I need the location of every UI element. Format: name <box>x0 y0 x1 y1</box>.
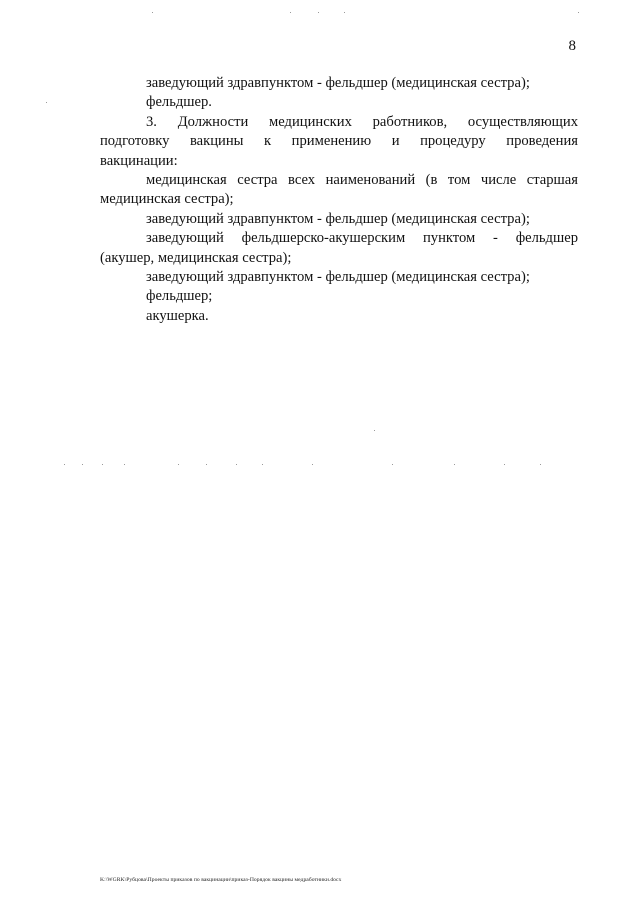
scan-speck <box>374 430 375 431</box>
scan-speck <box>262 464 263 465</box>
scan-speck <box>64 464 65 465</box>
scan-speck <box>46 102 47 103</box>
text-line: фельдшер; <box>146 288 213 305</box>
text-line: заведующий фельдшерско-акушерским пунктом - фельдшер <box>146 230 578 247</box>
scan-speck <box>152 12 153 13</box>
text-line: вакцинации: <box>100 152 178 169</box>
scan-speck <box>82 464 83 465</box>
text-line: медицинская сестра всех наименований (в том числе старшая <box>146 172 578 189</box>
scan-speck <box>206 464 207 465</box>
scan-speck <box>344 12 345 13</box>
scan-speck <box>290 12 291 13</box>
scan-speck <box>312 464 313 465</box>
scan-speck <box>318 12 319 13</box>
scan-speck <box>178 464 179 465</box>
scan-speck <box>392 464 393 465</box>
scan-speck <box>124 464 125 465</box>
text-line: заведующий здравпунктом - фельдшер (медицинская сестра); <box>146 210 530 227</box>
text-line: акушерка. <box>146 307 209 324</box>
text-line: подготовку вакцины к применению и процедуру проведения <box>100 133 578 150</box>
scan-speck <box>504 464 505 465</box>
page-number: 8 <box>568 38 576 54</box>
text-line: (акушер, медицинская сестра); <box>100 249 292 266</box>
text-line: фельдшер. <box>146 94 212 111</box>
text-line: заведующий здравпунктом - фельдшер (медицинская сестра); <box>146 75 530 91</box>
scan-speck <box>102 464 103 465</box>
document-body <box>100 74 578 326</box>
footer-file-path: K:\WGRK\Рубцова\Проекты приказов по вакцинации\приказ-Порядок вакцины медработники.docx <box>100 877 342 883</box>
text-line: 3. Должности медицинских работников, осуществляющих <box>146 113 578 130</box>
text-line: медицинская сестра); <box>100 191 234 208</box>
scan-speck <box>236 464 237 465</box>
scan-speck <box>578 12 579 13</box>
text-line: заведующий здравпунктом - фельдшер (медицинская сестра); <box>146 269 530 286</box>
scan-speck <box>540 464 541 465</box>
scan-speck <box>454 464 455 465</box>
